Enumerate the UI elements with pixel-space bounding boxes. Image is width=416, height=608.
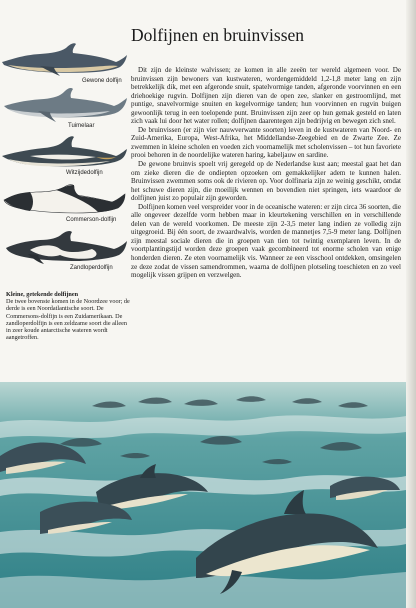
dolphins-illustration — [0, 382, 406, 608]
zandloperdolfijn-drawing — [0, 226, 128, 268]
figure-label: Tuimelaar — [68, 123, 95, 129]
figure-caption — [6, 291, 130, 341]
article-body — [131, 66, 401, 280]
species-column — [0, 0, 130, 375]
paragraph: Dit zijn de kleinste walvissen; ze komen in alle zeeën ter wereld algemeen voor. De bruinvissen zijn bewoners van kustwateren, wordengemiddeld 1,2-1,8 meter lang en zijn betrekkelijk dik, met een afgeronde snuit, spatelvormige tanden, afgeronde voorvinnen en een driehoekige rugvin. Dolfijnen zijn dieren van de open zee, slanker en gestroomlijnd, met puntige, snavelvormige snuiten en kegelvormige tanden; hun voorvinnen en rugvin buigen gewoonlijk terug in een toelopende punt. Bruinvissen zijn zeer op hun gemak gesteld en laten zich vaak lui door het water rollen; dolfijnen daarentegen zijn bedrijvig en bewegen zich snel. — [131, 66, 401, 126]
figure-tuimelaar — [0, 84, 128, 126]
page-edge — [406, 0, 416, 608]
figure-label: Commerson-dolfijn — [66, 217, 117, 223]
page-title: Dolfijnen en bruinvissen — [131, 25, 305, 45]
witzijdedolfijn-drawing — [0, 132, 128, 174]
caption-text: De twee bovenste komen in de Noordzee voor; de derde is een Noordatlantische soort. De Commersons-dolfijn is een Zuidamerikaan. De zandloperdolfijn is een zeldzame soort die alleen in zeer koude antarctische wateren wordt aangetroffen. — [6, 298, 130, 342]
paragraph: De gewone bruinvis spoelt vrij geregeld op de Nederlandse kust aan; meestal gaat het dan om zieke dieren die de ondiepten opzoeken om gemakkelijker adem te kunnen halen. Bruinvissen zwemmen soms ook de rivieren op. Voor dolfinaria zijn ze weinig geschikt, omdat het schuwe dieren zijn, die moeilijk wennen en bovendien niet springen, iets waardoor de dolfijnen juist zo populair zijn geworden. — [131, 160, 401, 203]
sea-scene — [0, 382, 406, 608]
figure-label: Zandloperdolfijn — [70, 265, 113, 271]
paragraph: De bruinvissen (er zijn vier nauwverwante soorten) leven in de kustwateren van Noord- en Zuid-Amerika, Europa, West-Afrika, het Middellandse-Zeegebied en de Zwarte Zee. Ze zwemmen in kleine scholen en voeden zich voornamelijk met scholenvissen – tot hun favoriete prooi behoren in de noordelijke wateren haring, kabeljauw en sardine. — [131, 125, 401, 160]
figure-commerson-dolfijn — [0, 178, 128, 220]
figure-zandloperdolfijn — [0, 226, 128, 268]
figure-gewone-dolfijn — [0, 38, 128, 80]
gewone-dolfijn-drawing — [0, 38, 128, 80]
tuimelaar-drawing — [0, 84, 128, 126]
figure-label: Gewone dolfijn — [82, 78, 122, 84]
paragraph: Dolfijnen komen veel verspreider voor in de oceanische wateren: er zijn circa 36 soorten, die alle ongeveer dezelfde vorm hebben maar in kleurtekening verschillen en in verschillende delen van de wereld voorkomen. De meeste zijn 2-3,5 meter lang indien ze volledig zijn uitgegroeid. Bij één soort, de zwaardwalvis, worden de mannetjes 7,5-9 meter lang. Dolfijnen zijn meestal sociale dieren die in groepen van tien tot twintig exemplaren leven. In de voortplantingstijd worden deze groepen vaak gecombineerd tot enorme scholen van enige honderden dieren. Ze eten voornamelijk vis. Wanneer ze een visschool ontdekken, omsingelen ze deze zodat de vissen samendrommen, waarna de dolfijnen plotseling toeschieten en zo veel mogelijk vissen grijpen en verzwelgen. — [131, 202, 401, 280]
figure-witzijdedolfijn — [0, 132, 128, 174]
commerson-dolfijn-drawing — [0, 178, 128, 220]
figure-label: Witzijdedolfijn — [66, 170, 103, 176]
caption-title: Kleine, getekende dolfijnen — [6, 291, 79, 298]
